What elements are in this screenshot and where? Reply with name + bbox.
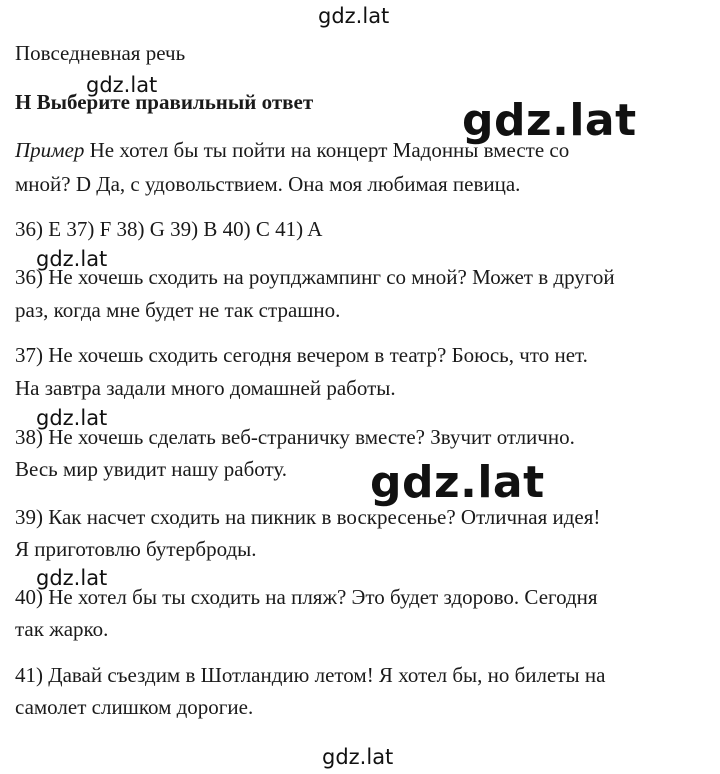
item-37-line-2: На завтра задали много домашней работы. [15,376,396,400]
watermark-small: gdz.lat [86,73,158,97]
item-37-line-1: 37) Не хочешь сходить сегодня вечером в театр? Боюсь, что нет. [15,343,588,367]
watermark-bottom: gdz.lat [322,745,394,769]
example-line-2: мной? D Да, с удовольствием. Она моя любимая певица. [15,172,521,196]
item-38-line-2: Весь мир увидит нашу работу. [15,457,288,481]
item-36-line-1: 36) Не хочешь сходить на роупджампинг со мной? Может в другой [15,265,615,289]
watermark-small: gdz.lat [36,247,108,271]
section-title: Повседневная речь [15,41,186,65]
watermark-top: gdz.lat [318,4,390,28]
watermark-small: gdz.lat [36,406,108,430]
item-41-line-2: самолет слишком дорогие. [15,695,254,719]
watermark-large: gdz.lat [462,95,637,146]
item-39-line-1: 39) Как насчет сходить на пикник в воскресенье? Отличная идея! [15,505,601,529]
watermark-large: gdz.lat [370,457,545,508]
example-text-1: Не хотел бы ты пойти на концерт Мадонны вместе со [84,138,570,162]
item-41-line-1: 41) Давай съездим в Шотландию летом! Я хотел бы, но билеты на [15,663,606,687]
example-label: Пример [15,138,85,162]
watermark-small: gdz.lat [36,566,108,590]
item-38-line-1: 38) Не хочешь сделать веб-страничку вместе? Звучит отлично. [15,425,575,449]
item-39-line-2: Я приготовлю бутерброды. [15,537,257,561]
task-heading: H Выберите правильный ответ [15,90,314,114]
item-36-line-2: раз, когда мне будет не так страшно. [15,298,341,322]
item-40-line-2: так жарко. [15,617,109,641]
item-40-line-1: 40) Не хотел бы ты сходить на пляж? Это будет здорово. Сегодня [15,585,598,609]
answer-key: 36) E 37) F 38) G 39) B 40) C 41) A [15,217,323,241]
